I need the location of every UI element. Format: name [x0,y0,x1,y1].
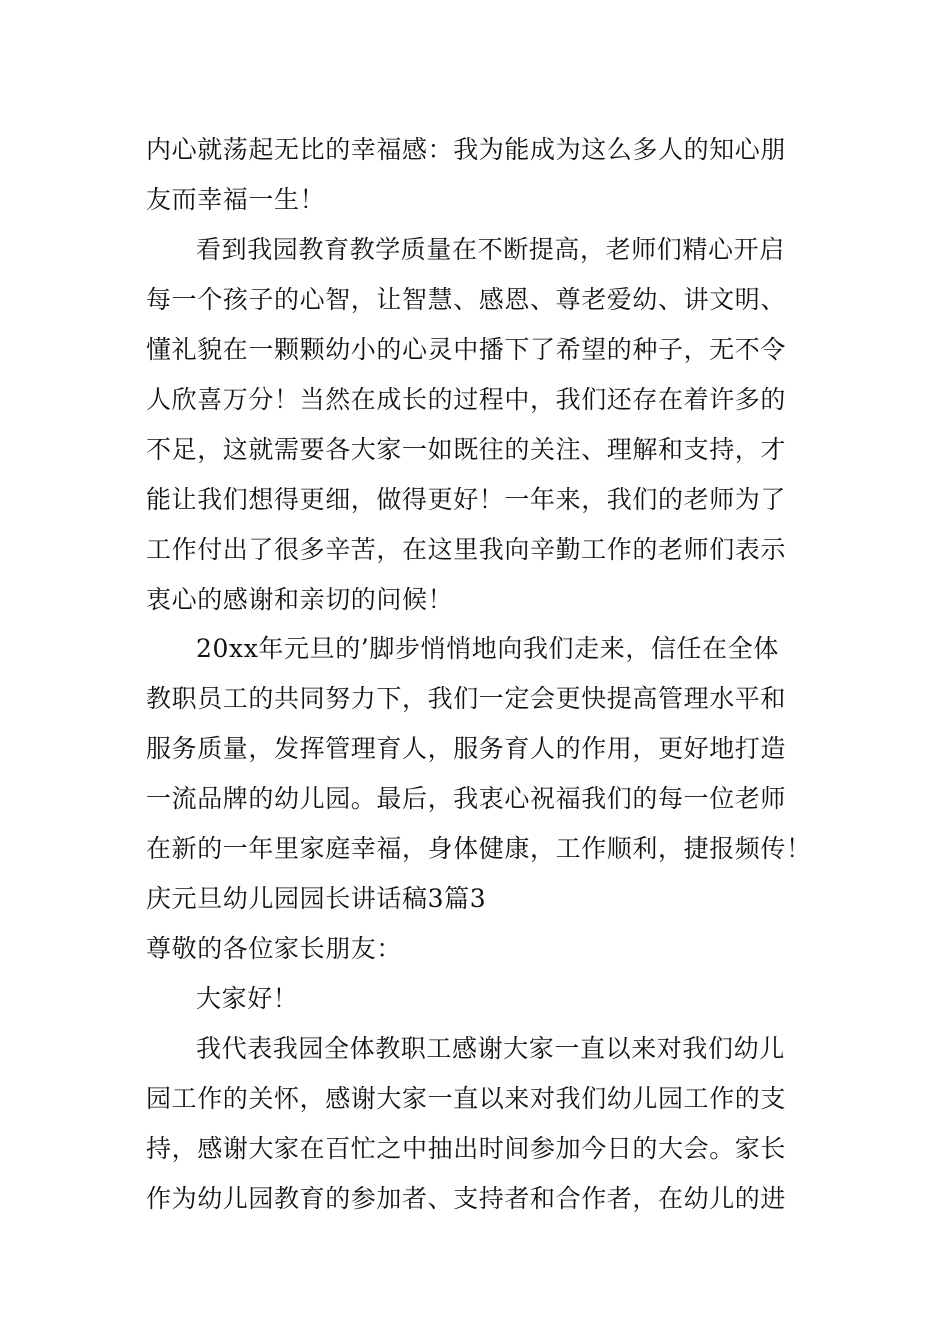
text-line: 持，感谢大家在百忙之中抽出时间参加今日的大会。家长 [146,1134,787,1163]
paragraph-start-line: 20xx年元旦的’脚步悄悄地向我们走来，信任在全体 [196,634,779,663]
text-line: 教职员工的共同努力下，我们一定会更快提高管理水平和 [146,684,787,713]
text-line: 能让我们想得更细，做得更好！一年来，我们的老师为了 [146,485,787,514]
text-line: 工作付出了很多辛苦，在这里我向辛勤工作的老师们表示 [146,535,787,564]
greeting: 大家好！ [196,984,299,1013]
text-line: 一流品牌的幼儿园。最后，我衷心祝福我们的每一位老师 [146,784,787,813]
salutation: 尊敬的各位家长朋友： [146,934,403,963]
paragraph-start-line: 看到我园教育教学质量在不断提高，老师们精心开启 [196,235,785,264]
text-line: 懂礼貌在一颗颗幼小的心灵中播下了希望的种子，无不令 [146,335,787,364]
text-line: 人欣喜万分！当然在成长的过程中，我们还存在着许多的 [146,385,787,414]
text-line: 在新的一年里家庭幸福，身体健康，工作顺利，捷报频传！ [146,834,812,863]
text-line: 不足，这就需要各大家一如既往的关注、理解和支持，才 [146,435,787,464]
text-line: 服务质量，发挥管理育人，服务育人的作用，更好地打造 [146,734,787,763]
section-heading: 庆元旦幼儿园园长讲话稿3篇3 [146,884,487,913]
text-line: 内心就荡起无比的幸福感：我为能成为这么多人的知心朋 [146,135,787,164]
text-line: 每一个孩子的心智，让智慧、感恩、尊老爱幼、讲文明、 [146,285,787,314]
paragraph-start-line: 我代表我园全体教职工感谢大家一直以来对我们幼儿 [196,1034,785,1063]
text-line: 作为幼儿园教育的参加者、支持者和合作者，在幼儿的进 [146,1184,787,1213]
text-line: 衷心的感谢和亲切的问候！ [146,585,454,614]
text-line: 友而幸福一生！ [146,185,326,214]
text-line: 园工作的关怀，感谢大家一直以来对我们幼儿园工作的支 [146,1084,787,1113]
